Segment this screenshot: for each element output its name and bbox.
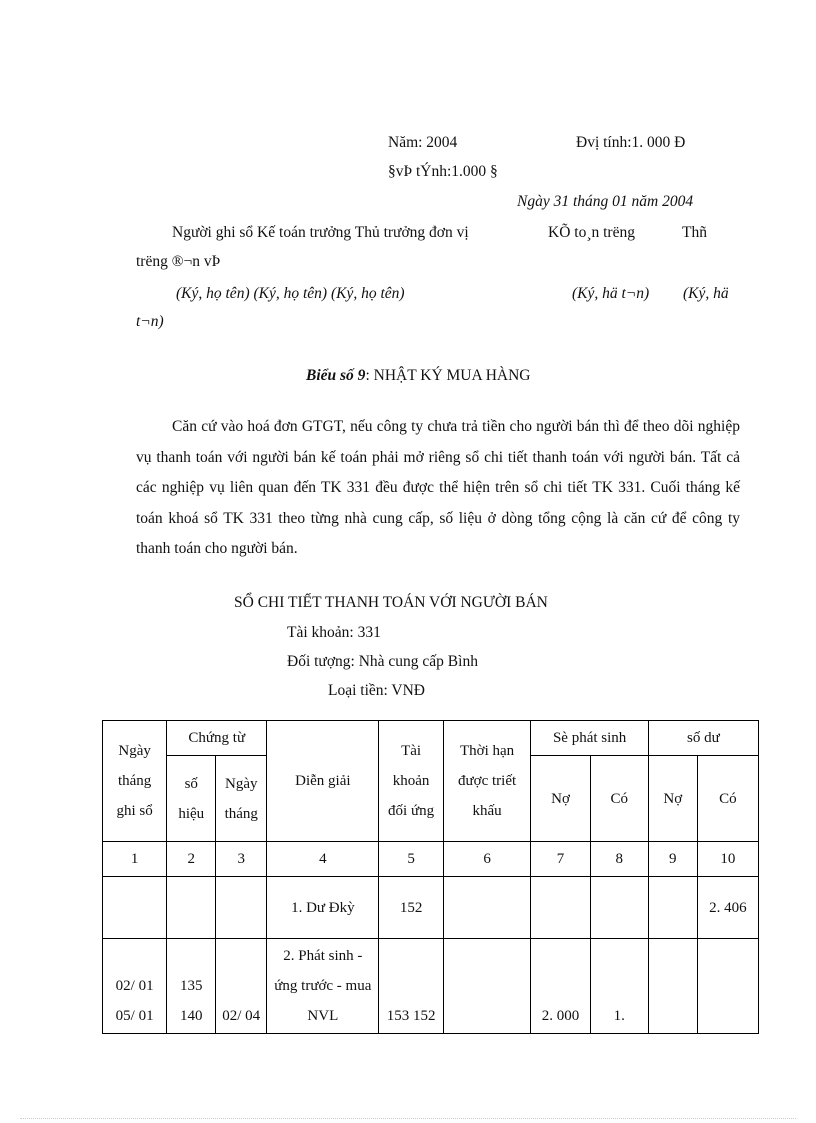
- signature-hint-b: (Ký, hä: [683, 285, 729, 302]
- role-chief-accountant: KÕ to¸n trëng: [548, 224, 635, 241]
- index-cell: 10: [697, 842, 758, 877]
- date-line: Ngày 31 tháng 01 năm 2004: [517, 193, 694, 210]
- row1-balance-credit: 2. 406: [697, 877, 758, 939]
- table-row: [103, 939, 759, 1034]
- form-label: Biểu số 9: [306, 367, 366, 384]
- header-balance-credit: Có: [697, 756, 758, 842]
- header-debit: Nợ: [531, 756, 590, 842]
- row2-debit: 2. 000: [531, 939, 590, 1034]
- index-cell: 6: [443, 842, 531, 877]
- header-row-1: [103, 721, 759, 756]
- index-cell: 3: [216, 842, 267, 877]
- ledger-subject: Đối tượng: Nhà cung cấp Bình: [287, 653, 478, 670]
- index-cell: 8: [590, 842, 648, 877]
- index-cell: 9: [648, 842, 697, 877]
- empty-cell: [443, 939, 531, 1034]
- ledger-title: SỔ CHI TIẾT THANH TOÁN VỚI NGƯỜI BÁN: [234, 594, 548, 611]
- row2-credit: 1.: [590, 939, 648, 1034]
- header-date: Ngày tháng ghi sổ: [103, 721, 167, 842]
- empty-cell: [443, 877, 531, 939]
- row2-accounts: 153 152: [379, 939, 443, 1034]
- empty-cell: [531, 877, 590, 939]
- signature-roles-line: Người ghi sổ Kế toán trưởng Thủ trưởng đơn vị: [172, 224, 469, 241]
- empty-cell: [648, 877, 697, 939]
- row1-account: 152: [379, 877, 443, 939]
- ledger-account: Tài khoản: 331: [287, 624, 381, 641]
- table-row: [103, 877, 759, 939]
- index-cell: 4: [267, 842, 379, 877]
- header-account: Tài khoản đối ứng: [379, 721, 443, 842]
- row2-numbers: 135 140: [167, 939, 216, 1034]
- signature-roles-line2: trëng ®¬n vÞ: [136, 253, 221, 270]
- header-credit: Có: [590, 756, 648, 842]
- role-head: Thñ: [682, 224, 707, 241]
- empty-cell: [216, 877, 267, 939]
- signature-hint-a: (Ký, hä t¬n): [572, 285, 650, 302]
- row2-description: 2. Phát sinh - ứng trước - mua NVL: [267, 939, 379, 1034]
- ledger-currency: Loại tiền: VNĐ: [328, 682, 426, 699]
- row1-description: 1. Dư Đkỳ: [267, 877, 379, 939]
- unit-line: Đvị tính:1. 000 Đ: [576, 134, 686, 151]
- header-voucher-date: Ngày tháng: [216, 756, 267, 842]
- header-arising: Sè phát sinh: [531, 721, 648, 756]
- unit-garbled-line: §vÞ tÝnh:1.000 §: [388, 163, 498, 180]
- year-line: Năm: 2004: [388, 134, 458, 151]
- header-balance: số dư: [648, 721, 758, 756]
- header-balance-debit: Nợ: [648, 756, 697, 842]
- empty-cell: [167, 877, 216, 939]
- index-cell: 1: [103, 842, 167, 877]
- index-cell: 5: [379, 842, 443, 877]
- empty-cell: [648, 939, 697, 1034]
- empty-cell: [590, 877, 648, 939]
- form-name: : NHẬT KÝ MUA HÀNG: [365, 367, 531, 384]
- ledger-table: [102, 720, 759, 1034]
- row2-voucher-dates: 02/ 04: [216, 939, 267, 1034]
- index-row: [103, 842, 759, 877]
- index-cell: 7: [531, 842, 590, 877]
- header-description: Diễn giải: [267, 721, 379, 842]
- header-voucher-no: số hiệu: [167, 756, 216, 842]
- empty-cell: [103, 877, 167, 939]
- header-voucher: Chứng từ: [167, 721, 267, 756]
- row2-dates: 02/ 01 05/ 01: [103, 939, 167, 1034]
- index-cell: 2: [167, 842, 216, 877]
- signature-hint-line2: t¬n): [136, 313, 164, 330]
- form-title: [306, 367, 531, 385]
- header-discount: Thời hạn được triết khấu: [443, 721, 531, 842]
- empty-cell: [697, 939, 758, 1034]
- page-separator: [20, 1118, 796, 1119]
- signature-hint-line: (Ký, họ tên) (Ký, họ tên) (Ký, họ tên): [176, 285, 405, 302]
- body-paragraph: Căn cứ vào hoá đơn GTGT, nếu công ty chưa trả tiền cho người bán thì để theo dõi nghiệp vụ thanh toán với người bán kế toán phải mở riêng sổ chi tiết thanh toán với người bán. Tất cả các nghiệp vụ liên quan đến TK 331 đều được thể hiện trên sổ chi tiết TK 331. Cuối tháng kế toán khoá sổ TK 331 theo từng nhà cung cấp, số liệu ở dòng tổng cộng là căn cứ để công ty thanh toán cho người bán.: [136, 418, 740, 557]
